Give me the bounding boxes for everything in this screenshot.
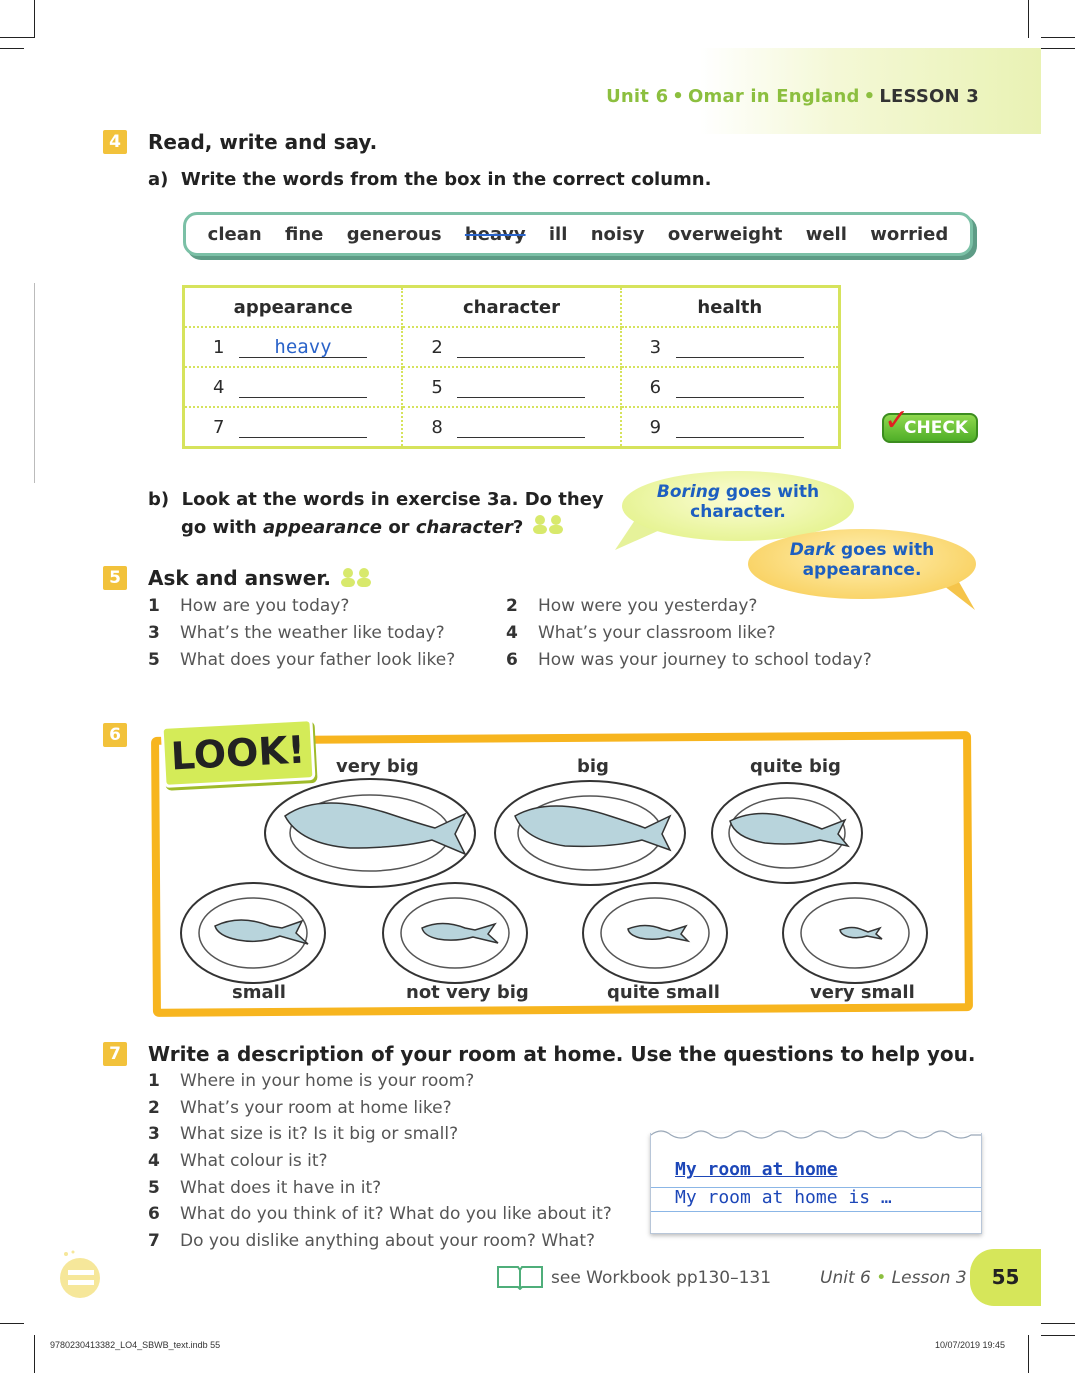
exercise-4a-instruction <box>148 169 711 190</box>
question-number: 6 <box>148 1204 160 1225</box>
list-item <box>148 596 455 623</box>
question-number: 6 <box>506 650 518 670</box>
part-b-em-character: character <box>415 517 513 538</box>
footer-unit: Unit 6 <box>820 1268 871 1288</box>
question-text: How are you today? <box>180 596 350 616</box>
workbook-icon <box>496 1264 544 1290</box>
table-cell <box>621 367 840 407</box>
question-number: 5 <box>148 650 160 670</box>
notepad-torn-edge <box>651 1127 981 1141</box>
exercise-number-4: 4 <box>103 130 127 154</box>
list-item <box>148 1071 612 1098</box>
list-item <box>148 1204 612 1231</box>
word-item: noisy <box>590 223 645 245</box>
item-number: 5 <box>431 376 443 398</box>
answer-blank[interactable]: heavy <box>239 337 367 358</box>
table-row <box>184 367 840 407</box>
table-cell <box>184 407 403 448</box>
table-cell <box>184 367 403 407</box>
part-b-text: ? <box>512 517 524 538</box>
question-number: 7 <box>148 1231 160 1252</box>
crop-mark <box>1041 48 1075 49</box>
note-rule <box>651 1211 981 1212</box>
check-button[interactable]: CHECK <box>882 413 978 443</box>
lesson-logo-icon <box>58 1248 106 1304</box>
margin-rule <box>34 283 35 483</box>
answer-blank[interactable] <box>676 377 804 398</box>
part-b-text-line1: Look at the words in exercise 3a. Do they <box>181 489 604 510</box>
pair-work-icon <box>530 513 568 543</box>
exercise-number-5: 5 <box>103 566 127 590</box>
question-number: 3 <box>148 1124 160 1145</box>
bubble-text: appearance. <box>802 560 922 580</box>
pair-work-icon <box>338 566 376 593</box>
unit-header: Unit 6 • Omar in England • LESSON 3 <box>606 86 979 107</box>
bubble-text: character. <box>690 502 786 522</box>
list-item <box>506 623 872 650</box>
item-number: 4 <box>213 376 225 398</box>
plate-fish-quite-small <box>583 883 727 983</box>
table-row <box>184 327 840 367</box>
list-item <box>148 650 455 677</box>
table-cell <box>621 407 840 448</box>
unit-title: Omar in England <box>688 86 860 107</box>
crop-mark <box>0 48 24 49</box>
exercise-number-6: 6 <box>103 723 127 747</box>
exercise-5-title-text: Ask and answer. <box>148 566 331 590</box>
plate-fish-small <box>181 883 325 983</box>
look-badge: LOOK! <box>160 718 315 788</box>
item-number: 8 <box>431 416 443 438</box>
word-item: clean <box>207 223 262 245</box>
size-label-small: small <box>232 982 286 1003</box>
plate-fish-big <box>495 781 685 885</box>
table-cell <box>402 327 620 367</box>
item-number: 9 <box>649 416 662 438</box>
page-number: 55 <box>970 1249 1041 1306</box>
answer-blank[interactable] <box>239 377 367 398</box>
size-label-big: big <box>577 756 609 777</box>
question-number: 4 <box>506 623 518 643</box>
question-text: How were you yesterday? <box>538 596 758 616</box>
bubble-em-word: Boring <box>656 482 720 502</box>
lesson-label: LESSON 3 <box>879 86 979 107</box>
word-item: generous <box>346 223 442 245</box>
item-number: 7 <box>213 416 225 438</box>
question-text: What size is it? Is it big or small? <box>180 1124 459 1145</box>
question-text: Where in your home is your room? <box>180 1071 475 1091</box>
question-number: 1 <box>148 1071 160 1091</box>
question-number: 1 <box>148 596 160 616</box>
crop-mark <box>1041 37 1075 38</box>
crop-mark <box>1041 1323 1075 1324</box>
exercise-5-title <box>148 566 376 593</box>
size-label-very-big: very big <box>336 756 419 777</box>
plate-fish-very-big <box>265 779 475 887</box>
table-cell <box>621 327 840 367</box>
word-column-table <box>182 285 841 449</box>
crop-mark <box>1028 1335 1029 1373</box>
exercise-4-title: Read, write and say. <box>148 130 378 154</box>
column-header-appearance: appearance <box>184 287 403 328</box>
print-slug-left: 9780230413382_LO4_SBWB_text.indb 55 <box>50 1340 221 1350</box>
workbook-reference: see Workbook pp130–131 <box>551 1268 772 1288</box>
list-item <box>506 596 872 623</box>
question-text: What does your father look like? <box>180 650 456 670</box>
part-b-label: b) <box>148 489 170 510</box>
crop-mark <box>0 1323 24 1324</box>
answer-blank[interactable] <box>457 377 585 398</box>
question-list-7 <box>148 1071 612 1258</box>
list-item <box>148 623 455 650</box>
size-label-quite-small: quite small <box>607 982 720 1003</box>
notepad-example <box>650 1133 982 1234</box>
item-number: 3 <box>649 336 662 358</box>
exercise-4b-instruction <box>148 486 604 543</box>
question-list-5-left <box>148 596 455 677</box>
list-item <box>148 1231 612 1258</box>
word-item: ill <box>548 223 568 245</box>
answer-blank[interactable] <box>676 337 804 358</box>
footer-lesson: Lesson 3 <box>891 1268 967 1288</box>
bubble-em-word: Dark <box>789 540 836 560</box>
answer-blank[interactable] <box>457 337 585 358</box>
plate-fish-quite-big <box>712 783 862 883</box>
question-text: What’s your classroom like? <box>538 623 776 643</box>
question-text: What colour is it? <box>180 1151 328 1172</box>
question-number: 4 <box>148 1151 160 1172</box>
table-cell <box>184 327 403 367</box>
list-item <box>148 1098 612 1125</box>
word-item-crossed: heavy <box>464 223 526 245</box>
part-b-em-appearance: appearance <box>263 517 383 538</box>
table-cell <box>402 367 620 407</box>
part-b-text: go with <box>181 517 257 538</box>
unit-label: Unit 6 <box>606 86 669 107</box>
item-number: 6 <box>649 376 662 398</box>
bubble-text: goes with <box>841 540 935 560</box>
word-item: fine <box>285 223 324 245</box>
list-item <box>148 1151 612 1178</box>
note-text: My room at home is … <box>675 1187 892 1208</box>
plate-fish-very-small <box>783 883 927 983</box>
checkmark-icon: ✓ <box>884 403 910 438</box>
speech-bubble-dark <box>748 529 976 599</box>
fish-plates-illustration <box>170 776 960 986</box>
word-item: well <box>805 223 847 245</box>
word-item: overweight <box>667 223 783 245</box>
column-header-character: character <box>402 287 620 328</box>
question-text: What’s your room at home like? <box>180 1097 452 1118</box>
size-label-not-very-big: not very big <box>406 982 529 1003</box>
question-number: 5 <box>148 1177 160 1198</box>
question-number: 2 <box>506 596 518 616</box>
table-row <box>184 407 840 448</box>
question-text: What do you think of it? What do you like about it? <box>180 1204 612 1225</box>
item-number: 2 <box>431 336 443 358</box>
crop-mark <box>34 1335 35 1373</box>
crop-mark <box>34 0 35 38</box>
crop-mark <box>1028 0 1029 38</box>
crop-mark <box>1041 1335 1075 1336</box>
answer-blank[interactable] <box>676 417 804 438</box>
part-a-label: a) <box>148 169 169 190</box>
size-label-very-small: very small <box>810 982 915 1003</box>
question-text: What does it have in it? <box>180 1177 382 1198</box>
list-item <box>148 1178 612 1205</box>
list-item <box>506 650 872 677</box>
table-cell <box>402 407 620 448</box>
question-number: 3 <box>148 623 160 643</box>
question-list-5-right <box>506 596 872 677</box>
answer-blank[interactable] <box>457 417 585 438</box>
question-text: How was your journey to school today? <box>538 650 872 670</box>
list-item <box>148 1124 612 1151</box>
column-header-health: health <box>621 287 840 328</box>
note-title: My room at home <box>675 1159 838 1180</box>
item-number: 1 <box>213 336 225 358</box>
word-box <box>183 212 973 256</box>
part-a-text: Write the words from the box in the correct column. <box>180 169 712 190</box>
bubble-text: goes with <box>725 482 820 502</box>
plate-fish-not-very-big <box>383 883 527 983</box>
word-item: worried <box>870 223 949 245</box>
footer-unit-lesson: Unit 6 • Lesson 3 <box>820 1268 967 1288</box>
crop-mark <box>0 37 34 38</box>
size-label-quite-big: quite big <box>750 756 841 777</box>
exercise-number-7: 7 <box>103 1042 127 1066</box>
question-text: Do you dislike anything about your room? What? <box>180 1231 596 1252</box>
part-b-text: or <box>388 517 410 538</box>
exercise-7-title: Write a description of your room at home. Use the questions to help you. <box>148 1042 976 1066</box>
print-slug-right: 10/07/2019 19:45 <box>935 1340 1006 1350</box>
question-text: What’s the weather like today? <box>180 623 445 643</box>
answer-blank[interactable] <box>239 417 367 438</box>
question-number: 2 <box>148 1097 160 1118</box>
